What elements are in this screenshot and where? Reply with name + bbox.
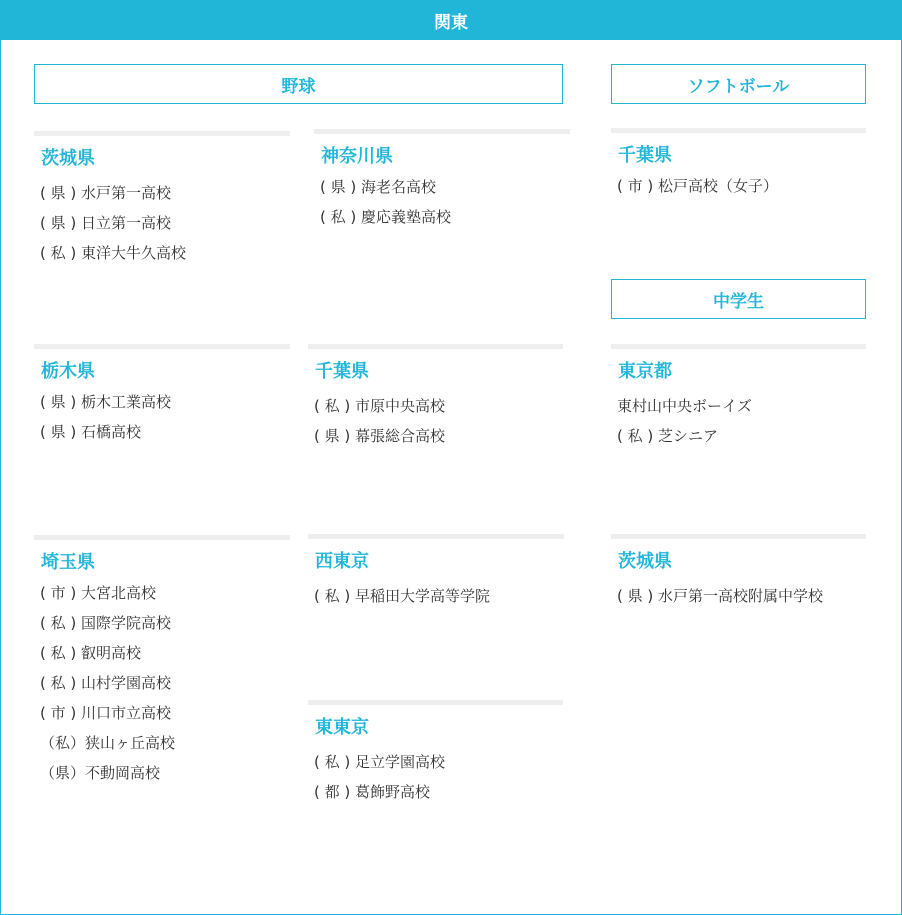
school-item: ( 県 ) 栃木工業高校	[40, 393, 172, 411]
school-item: ( 市 ) 松戸高校（女子）	[617, 177, 779, 195]
school-item: ( 私 ) 国際学院高校	[40, 614, 172, 632]
school-item: （県）不動岡高校	[40, 764, 161, 782]
school-item: （私）狭山ヶ丘高校	[40, 734, 176, 752]
school-item: ( 県 ) 水戸第一高校附属中学校	[617, 587, 824, 605]
pref-block-baseball-higashitokyo	[308, 700, 563, 807]
pref-title: 西東京	[315, 551, 369, 572]
school-item: ( 市 ) 大宮北高校	[40, 584, 157, 602]
pref-block-baseball-kanagawa	[314, 129, 570, 232]
pref-title: 神奈川県	[321, 146, 393, 167]
category-junior-label: 中学生	[713, 291, 764, 312]
school-item: ( 都 ) 葛飾野高校	[314, 783, 431, 801]
pref-block-baseball-ibaraki	[34, 131, 290, 268]
school-item: ( 私 ) 足立学園高校	[314, 753, 446, 771]
category-softball-label: ソフトボール	[687, 76, 790, 97]
school-item: ( 私 ) 早稲田大学高等学院	[314, 587, 491, 605]
school-item: ( 県 ) 海老名高校	[320, 178, 437, 196]
school-item: 東村山中央ボーイズ	[617, 397, 752, 415]
pref-block-junior-tokyo	[611, 344, 866, 451]
category-softball	[611, 64, 866, 104]
pref-block-baseball-nishitokyo	[308, 534, 564, 611]
pref-title: 茨城県	[41, 148, 95, 169]
school-item: ( 市 ) 川口市立高校	[40, 704, 172, 722]
pref-block-softball-chiba	[611, 128, 866, 201]
category-baseball-label: 野球	[281, 76, 316, 97]
pref-title: 千葉県	[618, 145, 672, 166]
school-item: ( 県 ) 水戸第一高校	[40, 184, 172, 202]
pref-block-baseball-saitama	[34, 535, 290, 788]
pref-title: 埼玉県	[41, 552, 95, 573]
pref-block-baseball-chiba	[308, 344, 563, 451]
category-junior	[611, 279, 866, 319]
pref-title: 東東京	[315, 717, 369, 738]
pref-title: 栃木県	[41, 361, 95, 382]
school-item: ( 県 ) 日立第一高校	[40, 214, 172, 232]
school-item: ( 私 ) 山村学園高校	[40, 674, 172, 692]
region-header	[0, 0, 902, 40]
school-item: ( 県 ) 石橋高校	[40, 423, 142, 441]
school-item: ( 私 ) 叡明高校	[40, 644, 142, 662]
school-item: ( 県 ) 幕張総合高校	[314, 427, 446, 445]
school-item: ( 私 ) 芝シニア	[617, 427, 719, 445]
pref-title: 東京都	[618, 361, 672, 382]
school-item: ( 私 ) 慶応義塾高校	[320, 208, 452, 226]
pref-block-baseball-tochigi	[34, 344, 290, 447]
pref-title: 茨城県	[618, 551, 672, 572]
pref-title: 千葉県	[315, 361, 369, 382]
school-item: ( 私 ) 東洋大牛久高校	[40, 244, 187, 262]
school-item: ( 私 ) 市原中央高校	[314, 397, 446, 415]
pref-block-junior-ibaraki	[611, 534, 866, 611]
region-title: 関東	[434, 12, 468, 33]
category-baseball	[34, 64, 563, 104]
